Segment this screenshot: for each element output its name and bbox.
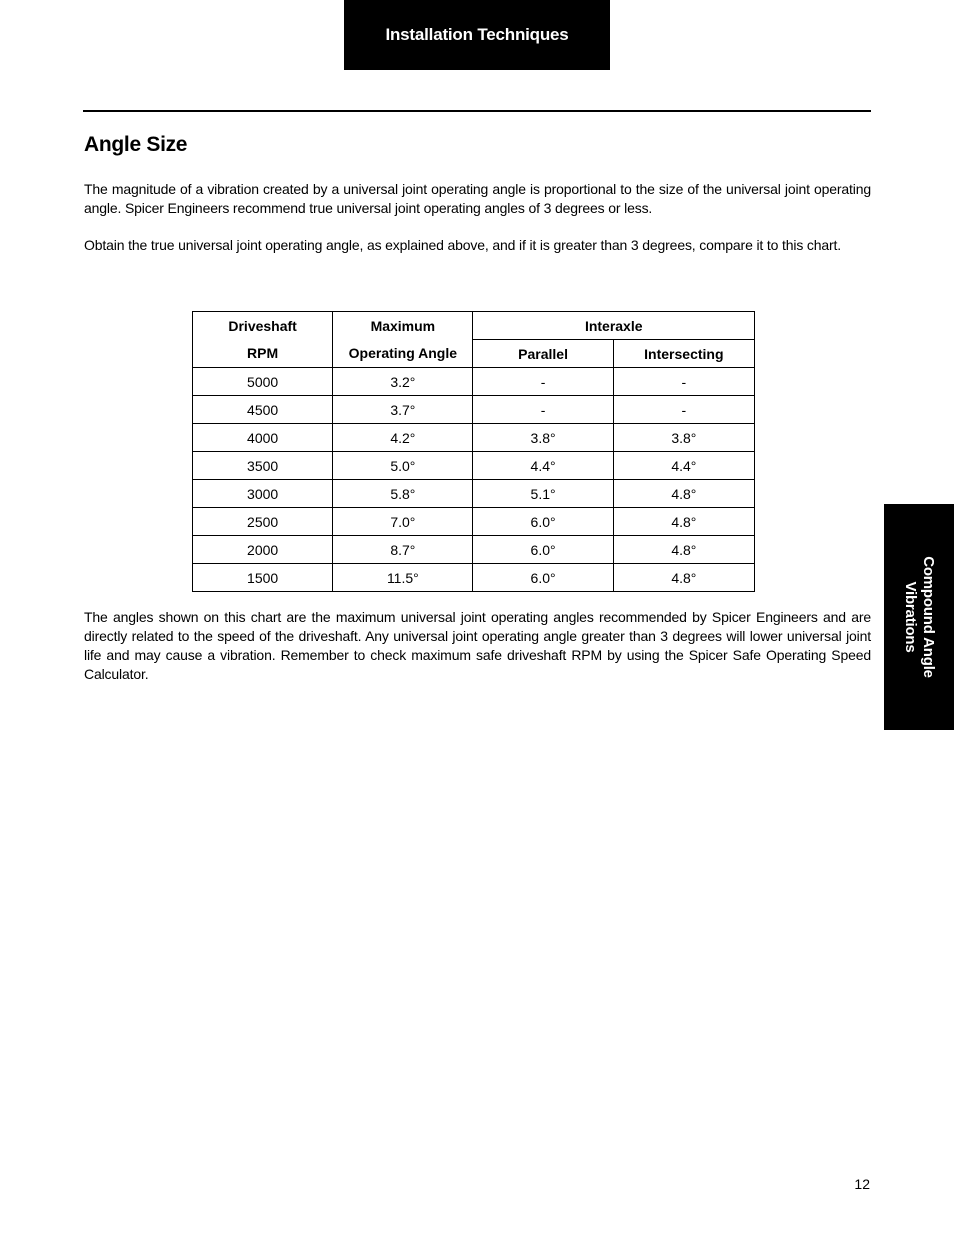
cell-parallel: 5.1°	[473, 480, 613, 508]
cell-rpm: 2500	[193, 508, 333, 536]
cell-max-angle: 4.2°	[333, 424, 473, 452]
cell-rpm: 1500	[193, 564, 333, 592]
cell-rpm: 4500	[193, 396, 333, 424]
cell-max-angle: 8.7°	[333, 536, 473, 564]
cell-parallel: 6.0°	[473, 536, 613, 564]
page-number: 12	[854, 1176, 870, 1192]
cell-rpm: 3500	[193, 452, 333, 480]
cell-parallel: -	[473, 396, 613, 424]
cell-intersecting: 4.4°	[613, 452, 754, 480]
cell-intersecting: -	[613, 368, 754, 396]
cell-intersecting: 3.8°	[613, 424, 754, 452]
side-tab-label	[901, 504, 937, 730]
cell-rpm: 4000	[193, 424, 333, 452]
table-row	[193, 368, 755, 396]
table-row	[193, 452, 755, 480]
closing-paragraph: The angles shown on this chart are the maximum universal joint operating angles recommended by Spicer Engineers and are directly related to the speed of the driveshaft. Any universal joint operating angle greater than 3 degrees will lower universal joint life and may cause a vibration. Remember to check maximum safe driveshaft RPM by using the Spicer Safe Operating Speed Calculator.	[84, 609, 871, 682]
cell-parallel: 6.0°	[473, 508, 613, 536]
table-row	[193, 536, 755, 564]
side-tab-line-2: Vibrations	[902, 581, 919, 653]
header-maximum: Maximum	[333, 312, 473, 340]
header-intersecting: Intersecting	[613, 340, 754, 368]
cell-intersecting: 4.8°	[613, 536, 754, 564]
table-row	[193, 480, 755, 508]
header-tab-label: Installation Techniques	[385, 25, 569, 44]
cell-max-angle: 5.8°	[333, 480, 473, 508]
side-tab	[884, 504, 954, 730]
intro-paragraph: The magnitude of a vibration created by a universal joint operating angle is proportional to the size of the universal joint operating angle. Spicer Engineers recommend true universal joint operating angles of 3 degrees or less.	[84, 181, 871, 216]
cell-rpm: 3000	[193, 480, 333, 508]
cell-intersecting: -	[613, 396, 754, 424]
cell-rpm: 2000	[193, 536, 333, 564]
instruction-paragraph: Obtain the true universal joint operating angle, as explained above, and if it is greater than 3 degrees, compare it to this chart.	[84, 237, 842, 253]
cell-max-angle: 3.7°	[333, 396, 473, 424]
cell-intersecting: 4.8°	[613, 480, 754, 508]
header-operating-angle: Operating Angle	[333, 340, 473, 368]
header-rpm: RPM	[193, 340, 333, 368]
table-row	[193, 424, 755, 452]
side-tab-line-1: Compound Angle	[920, 556, 937, 678]
horizontal-rule	[83, 110, 871, 112]
header-parallel: Parallel	[473, 340, 613, 368]
cell-parallel: -	[473, 368, 613, 396]
cell-max-angle: 3.2°	[333, 368, 473, 396]
cell-rpm: 5000	[193, 368, 333, 396]
cell-parallel: 4.4°	[473, 452, 613, 480]
cell-parallel: 3.8°	[473, 424, 613, 452]
cell-max-angle: 11.5°	[333, 564, 473, 592]
table-row	[193, 396, 755, 424]
cell-max-angle: 5.0°	[333, 452, 473, 480]
cell-intersecting: 4.8°	[613, 564, 754, 592]
cell-max-angle: 7.0°	[333, 508, 473, 536]
header-driveshaft: Driveshaft	[193, 312, 333, 340]
cell-parallel: 6.0°	[473, 564, 613, 592]
table-row	[193, 564, 755, 592]
header-interaxle: Interaxle	[473, 312, 755, 340]
operating-angle-table	[192, 311, 755, 592]
table-row	[193, 508, 755, 536]
header-tab	[344, 0, 610, 70]
section-title: Angle Size	[84, 133, 188, 156]
cell-intersecting: 4.8°	[613, 508, 754, 536]
